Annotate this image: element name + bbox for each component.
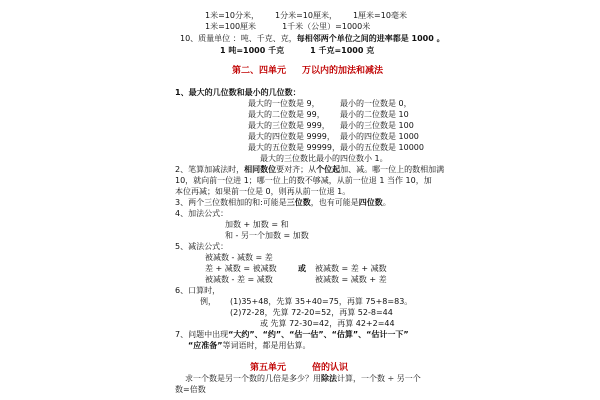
unit5-line1: [185, 374, 421, 384]
unit24-heading: [232, 66, 383, 76]
item3-text: 。: [382, 198, 391, 207]
item2-line3: 本位再减；如果前一位是 0，则再从前一位退 1。: [175, 187, 351, 196]
compare-line: 最大的三位数比最小的四位数小 1。: [260, 154, 388, 163]
max-2digit: 最大的二位数是 99，: [248, 110, 325, 119]
item3-emphasis: 三位数: [286, 198, 311, 207]
item7-line1: [175, 330, 409, 340]
item2-text: 加、减。哪一位上的数相加满: [340, 165, 445, 174]
unit-text: 1厘米=10毫米: [352, 11, 407, 20]
subtraction-formula-1: 被减数 - 减数 = 差: [205, 253, 273, 262]
min-3digit: 最小的三位数是 100: [340, 121, 414, 130]
mass-conversions: [220, 46, 374, 56]
item7-keyword: “应准备”: [188, 341, 223, 350]
item3-emphasis: 四位数: [358, 198, 383, 207]
addition-formula-1: 加数 + 加数 = 和: [225, 220, 289, 229]
max-5digit: 最大的五位数是 99999，: [248, 143, 340, 152]
item4-heading: 4、加法公式：: [175, 209, 229, 218]
unit24-subtitle: 万以内的加法和减法: [302, 66, 384, 76]
item7-line2: [188, 341, 311, 351]
item2-emphasis: 个位起: [316, 165, 341, 174]
unit5-heading: [250, 363, 348, 373]
min-4digit: 最小的四位数是 1000: [340, 132, 419, 141]
item2-text: 要对齐；从: [276, 165, 317, 174]
max-1digit: 最大的一位数是 9，: [248, 99, 320, 108]
item7-keywords: “大约”、“约”、“估一估”、“估算”、“估计一下”: [228, 330, 409, 339]
item5-heading: 5、减法公式：: [175, 242, 229, 251]
unit5-title: 第五单元: [250, 363, 287, 373]
item7-text: 等词语时，都是用估算。: [222, 341, 311, 350]
min-1digit: 最小的一位数是 0，: [340, 99, 412, 108]
item3-text: 3、两个三位数相加的和:可能是: [175, 198, 287, 207]
min-5digit: 最小的五位数是 10000: [340, 143, 424, 152]
unit-text: 1千米（公里）=1000米: [282, 22, 371, 31]
item3-text: ，也有可能是: [310, 198, 359, 207]
unit5-text: 用: [313, 374, 321, 383]
length-units-row1: [205, 11, 407, 21]
subtraction-formula-2b: 被减数 = 差 + 减数: [315, 264, 387, 273]
unit5-subtitle: 倍的认识: [312, 363, 349, 373]
item3-line: [175, 198, 391, 208]
max-3digit: 最大的三位数是 999，: [248, 121, 330, 130]
subtraction-formula-3: 被减数 - 差 = 减数: [205, 275, 273, 284]
max-4digit: 最大的四位数是 9999，: [248, 132, 335, 141]
unit5-text: 求一个数是另一个数的几倍是多少？: [185, 374, 313, 383]
item6-heading: 6、口算时，: [175, 286, 221, 295]
unit-text: 1米=100厘米: [205, 22, 257, 31]
item2-line1: [175, 165, 444, 175]
example-1: (1)35+48，先算 35+40=75，再算 75+8=83。: [230, 297, 413, 306]
item7-text: 7、问题中出现: [175, 330, 229, 339]
mass-units-text: 10、质量单位 ：吨、千克、克，: [180, 34, 297, 43]
item2-emphasis: 相同数位: [244, 165, 277, 174]
unit5-line2: 数=倍数: [175, 385, 206, 394]
example-3: 或 先算 72-30=42，再算 42+2=44: [260, 319, 395, 328]
mass-units-line: [180, 34, 445, 44]
subtraction-formula-2: 差 + 减数 = 被减数: [205, 264, 277, 273]
length-units-row2: [205, 22, 370, 32]
example-label: 例，: [200, 297, 216, 306]
ton-conversion: 1 吨=1000 千克: [220, 46, 285, 55]
min-2digit: 最小的二位数是 10: [340, 110, 409, 119]
example-2: (2)72-28，先算 72-20=52，再算 52-8=44: [230, 308, 393, 317]
kg-conversion: 1 千克=1000 克: [310, 46, 375, 55]
item1-heading: 1、最大的几位数和最小的几位数：: [175, 88, 301, 97]
or-label: 或: [298, 264, 306, 273]
addition-formula-2: 和 - 另一个加数 = 加数: [225, 231, 309, 240]
subtraction-formula-3b: 被减数 = 减数 + 差: [315, 275, 387, 284]
unit-text: 1分米=10厘米，: [274, 11, 337, 20]
mass-units-rate: 每相邻两个单位之间的进率都是 1000 。: [296, 34, 445, 43]
item2-text: 2、笔算加减法时，: [175, 165, 245, 174]
unit-text: 1米=10分米，: [205, 11, 259, 20]
unit24-title: 第二、四单元: [232, 66, 287, 76]
unit5-emphasis: 除法: [321, 374, 337, 383]
unit5-text: 计算，一个数 ÷ 另一个: [337, 374, 421, 383]
item2-line2: 10，就向前一位进 1；哪一位上的数不够减，从前一位退 1 当作 10，加: [175, 176, 432, 185]
